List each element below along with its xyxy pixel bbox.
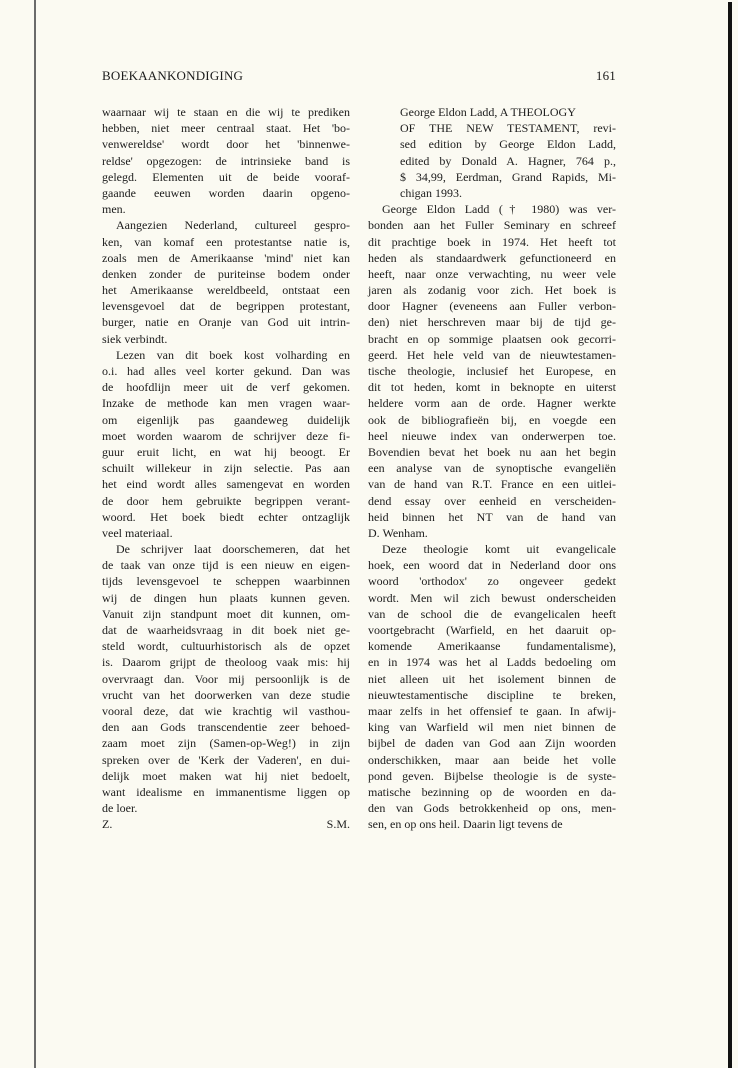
text-line: George Eldon Ladd, A THEOLOGY [400,105,576,119]
text-line: jaren als zodanig voor zich. Het boek is [368,283,616,298]
text-line: bracht en op sommige plaatsen ook gecorri- [368,331,616,346]
page-edge-left [34,0,36,1068]
text-line: dat de waarheidsvraag in dit boek niet ge- [102,623,350,637]
text-line: niet alleen uit het isolement binnen de [368,671,616,686]
text-line: bijbel de daden van God aan Zijn woorden [368,736,616,751]
text-line: burger, natie en Oranje van God uit intrin- [102,315,350,330]
text-line: wordt. Men wil zich bewust onderscheiden [368,590,616,605]
text-line: heeft, naar onze verwachting, nu weer vele [368,266,616,281]
text-line: heldere vorm aan de orde. Hagner werkte [368,396,616,411]
text-line: tische theologie, inclusief het Europese, en [368,364,616,378]
text-line: waarnaar wij te staan en die wij te prediken [102,105,350,119]
text-line: king van Warfield wil men niet binnen de [368,720,616,735]
left-column [102,104,350,832]
text-line: moet worden waarom de schrijver deze fi- [102,428,350,443]
text-line: zoals men de Amerikaanse 'mind' niet kan [102,250,350,265]
text-line: matische bezinning op de woorden en da- [368,784,616,799]
page-header [102,68,616,88]
text-line: o.i. had alles veel korter gekund. Dan was [102,364,350,378]
text-line: het eind wordt alles samengevat en worden [102,477,350,492]
text-line: Inzake de methode kan men vragen waar- [102,396,350,411]
text-line: komende Amerikaanse fundamentalisme), [368,639,616,654]
text-line: en in 1974 was het al Ladds bedoeling om [368,655,616,670]
text-line: heel nieuwe index van onderwerpen toe. [368,428,616,443]
text-line: dit prachtige boek in 1974. Het heeft tot [368,234,616,249]
text-line: delijk moet maken wat hij niet bedoelt, [102,768,350,783]
text-line: reldse' opgezogen: de intrinsieke band is [102,153,350,168]
text-line: bonden aan het Fuller Seminary en schreef [368,218,616,233]
text-line: het Amerikaanse wereldbeeld, ontstaat een [102,283,350,298]
text-line: levensgevoel dat de begrippen protestant, [102,299,350,314]
text-line: dit tot heden, komt in beknopte en uiterst [368,380,616,395]
text-line: zaam moet zijn (Samen-op-Weg!) in zijn [102,736,350,751]
text-line: Bovendien bevat het boek nu aan het begin [368,444,616,459]
text-line: den) niet herschreven maar bij de tijd ge- [368,315,616,330]
text-line: de door hem gebruikte begrippen verant- [102,493,350,508]
signature-row [102,816,350,832]
text-line: spreken over de 'Kerk der Vaderen', en dui- [102,752,350,767]
running-title: BOEKAANKONDIGING [102,68,244,83]
text-line: schuilt willekeur in zijn selectie. Pas aan [102,461,350,476]
text-line: dend essay over eenheid en verscheiden- [368,493,616,508]
right-column [368,104,616,832]
text-line: Vanuit zijn standpunt moet dit kunnen, om- [102,606,350,621]
text-line: maar zelfs in het offensief te gaan. In afwij- [368,703,616,718]
text-line: Lezen van dit boek kost volharding en [116,347,350,362]
text-line: is. Daarom grijpt de theoloog vaak mis: hij [102,655,350,670]
text-line: D. Wenham. [368,525,428,540]
text-line: vooral deze, dat wie krachtig wil vasthou- [102,703,350,718]
text-line: door Hagner (eveneens aan Fuller verbon- [368,299,616,314]
text-line: woord. Het boek biedt echter ontzaglijk [102,509,350,524]
text-line: de loer. [102,801,138,816]
text-line: nieuwtestamentische discipline te breken, [368,687,616,702]
page-number: 161 [595,68,616,83]
text-line: guur eruit licht, en wat hij beoogt. Er [102,444,350,459]
text-line: OF THE NEW TESTAMENT, revi- [400,121,616,136]
text-line: heid binnen het NT van de hand van [368,509,616,524]
page-edge-right [728,2,732,1068]
text-line: ken, van komaf een protestantse natie is, [102,234,350,249]
signature-initial-left: Z. [102,817,113,832]
text-line: $ 34,99, Eerdman, Grand Rapids, Mi- [400,169,616,184]
text-line: veel materiaal. [102,525,173,540]
text-line: gelegd. Elementen uit de beide vooraf- [102,169,350,184]
text-line: de hoofdlijn meer uit de verf gekomen. [102,380,350,395]
text-line: ook de bibliografieën bij, en voegde een [368,412,616,427]
text-line: venwereldse' wordt door het 'binnenwe- [102,137,350,152]
text-line: steld wordt, cultuurhistorisch als de opzet [102,639,350,654]
text-line: tijds levensgevoel te scheppen waarbinnen [102,574,350,589]
text-line: hoek, een woord dat in Nederland door ons [368,558,616,573]
text-line: Aangezien Nederland, cultureel gespro- [116,218,350,233]
text-line: van de school die de evangelicalen heeft [368,606,616,621]
text-line: den van Gods betrokkenheid op ons, men- [368,801,616,816]
text-line: Deze theologie komt uit evangelicale [382,542,616,557]
text-line: onderschikken, maar aan beide het volle [368,752,616,767]
text-line: van de hand van R.T. France en een uitlei- [368,477,616,492]
text-line: sen, en op ons heil. Daarin ligt tevens de [368,817,563,832]
text-line: gaande eeuwen worden daarin opgeno- [102,185,350,200]
text-line: overvraagt dan. Voor mij persoonlijk is de [102,671,350,686]
text-line: siek verbindt. [102,331,168,346]
text-line: De schrijver laat doorschemeren, dat het [116,542,350,557]
text-line: denken zonder de puriteinse bodem onder [102,266,350,281]
text-line: voortgebracht (Warfield, en het daaruit op- [368,623,616,637]
text-line: woord 'orthodox' zo ongeveer gedekt [368,574,616,589]
text-line: wij de dingen hun plaats kunnen geven. [102,590,350,605]
text-line: edited by Donald A. Hagner, 764 p., [400,153,616,168]
text-line: pond geven. Bijbelse theologie is de syste- [368,768,616,783]
text-line: want idealisme en immanentisme liggen op [102,784,350,799]
text-line: om eigenlijk pas gaandeweg duidelijk [102,412,350,427]
text-line: heden als standaardwerk gefunctioneerd en [368,250,616,265]
text-line: sed edition by George Eldon Ladd, [400,137,616,152]
text-line: een analyse van de synoptische evangeliën [368,461,616,476]
text-line: de taak van onze tijd is een nieuw en eigen- [102,558,350,573]
text-line: men. [102,202,126,217]
text-line: vrucht van het doorwerken van deze studie [102,687,350,702]
text-line: hebben, niet meer centraal staat. Het 'bo- [102,121,350,136]
text-line: den aan Gods transcendentie zeer behoed- [102,720,350,735]
text-line: George Eldon Ladd († 1980) was ver- [382,202,616,217]
text-line: geerd. Het hele veld van de nieuwtestamen- [368,347,616,362]
text-line: chigan 1993. [400,185,462,200]
signature-initials-right: S.M. [326,817,350,832]
